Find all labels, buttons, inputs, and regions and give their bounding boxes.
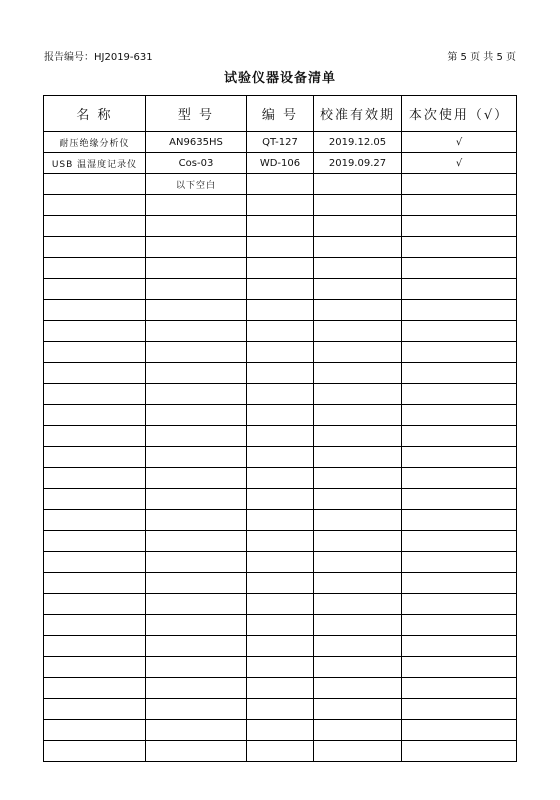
table-header-row bbox=[44, 96, 517, 132]
empty-cell bbox=[402, 195, 517, 216]
empty-cell bbox=[247, 279, 314, 300]
cell-name: 耐压绝缘分析仪 bbox=[44, 132, 146, 153]
empty-cell bbox=[146, 195, 247, 216]
column-header-serial: 编 号 bbox=[247, 96, 314, 132]
table-row-empty bbox=[44, 216, 517, 237]
empty-cell bbox=[314, 720, 402, 741]
table-row-empty bbox=[44, 573, 517, 594]
empty-cell bbox=[146, 489, 247, 510]
empty-cell bbox=[146, 615, 247, 636]
empty-cell bbox=[314, 573, 402, 594]
empty-cell bbox=[247, 531, 314, 552]
column-header-model: 型 号 bbox=[146, 96, 247, 132]
empty-cell bbox=[44, 405, 146, 426]
empty-cell bbox=[314, 447, 402, 468]
empty-cell bbox=[146, 363, 247, 384]
empty-cell bbox=[146, 237, 247, 258]
empty-cell bbox=[44, 594, 146, 615]
cell-calibration: 2019.09.27 bbox=[314, 153, 402, 174]
empty-cell bbox=[247, 657, 314, 678]
cell-model-blank-note: 以下空白 bbox=[146, 174, 247, 195]
table-row-empty bbox=[44, 279, 517, 300]
empty-cell bbox=[44, 615, 146, 636]
empty-cell bbox=[146, 426, 247, 447]
empty-cell bbox=[402, 489, 517, 510]
empty-cell bbox=[247, 699, 314, 720]
empty-cell bbox=[247, 573, 314, 594]
cell-name: USB 温湿度记录仪 bbox=[44, 153, 146, 174]
empty-cell bbox=[247, 468, 314, 489]
table-row-empty bbox=[44, 384, 517, 405]
empty-cell bbox=[402, 573, 517, 594]
table-row bbox=[44, 153, 517, 174]
empty-cell bbox=[314, 237, 402, 258]
empty-cell bbox=[247, 342, 314, 363]
table-row-empty bbox=[44, 720, 517, 741]
empty-cell bbox=[314, 195, 402, 216]
empty-cell bbox=[314, 594, 402, 615]
empty-cell bbox=[402, 342, 517, 363]
empty-cell bbox=[402, 300, 517, 321]
empty-cell bbox=[146, 510, 247, 531]
table-row-empty bbox=[44, 615, 517, 636]
empty-cell bbox=[247, 678, 314, 699]
empty-cell bbox=[247, 636, 314, 657]
empty-cell bbox=[247, 321, 314, 342]
empty-cell bbox=[402, 258, 517, 279]
empty-cell bbox=[314, 741, 402, 762]
empty-cell bbox=[146, 216, 247, 237]
page-indicator: 第 5 页 共 5 页 bbox=[447, 52, 516, 63]
empty-cell bbox=[314, 258, 402, 279]
empty-cell bbox=[146, 258, 247, 279]
empty-cell bbox=[314, 552, 402, 573]
empty-cell bbox=[146, 300, 247, 321]
empty-cell bbox=[44, 531, 146, 552]
empty-cell bbox=[44, 489, 146, 510]
empty-cell bbox=[402, 615, 517, 636]
empty-cell bbox=[146, 636, 247, 657]
empty-cell bbox=[314, 342, 402, 363]
column-header-calibration: 校准有效期 bbox=[314, 96, 402, 132]
table-row-empty bbox=[44, 195, 517, 216]
empty-cell bbox=[402, 531, 517, 552]
empty-cell bbox=[314, 657, 402, 678]
empty-cell bbox=[44, 741, 146, 762]
cell-used-check: √ bbox=[402, 132, 517, 153]
empty-cell bbox=[314, 426, 402, 447]
empty-cell bbox=[402, 594, 517, 615]
cell-name bbox=[44, 174, 146, 195]
empty-cell bbox=[314, 699, 402, 720]
table-row-empty bbox=[44, 657, 517, 678]
empty-cell bbox=[314, 636, 402, 657]
table-row-empty bbox=[44, 489, 517, 510]
empty-cell bbox=[44, 699, 146, 720]
empty-cell bbox=[402, 321, 517, 342]
cell-model: AN9635HS bbox=[146, 132, 247, 153]
empty-cell bbox=[247, 447, 314, 468]
cell-serial: QT-127 bbox=[247, 132, 314, 153]
empty-cell bbox=[247, 237, 314, 258]
empty-cell bbox=[44, 279, 146, 300]
table-row-empty bbox=[44, 552, 517, 573]
empty-cell bbox=[402, 720, 517, 741]
empty-cell bbox=[247, 552, 314, 573]
empty-cell bbox=[44, 195, 146, 216]
table-row bbox=[44, 174, 517, 195]
empty-cell bbox=[44, 447, 146, 468]
cell-serial: WD-106 bbox=[247, 153, 314, 174]
empty-cell bbox=[314, 468, 402, 489]
empty-cell bbox=[44, 321, 146, 342]
empty-cell bbox=[314, 279, 402, 300]
report-number: 报告编号：HJ2019-631 bbox=[44, 52, 153, 63]
table-row-empty bbox=[44, 300, 517, 321]
cell-used-check: √ bbox=[402, 153, 517, 174]
empty-cell bbox=[146, 384, 247, 405]
empty-cell bbox=[314, 531, 402, 552]
empty-cell bbox=[146, 468, 247, 489]
table-row-empty bbox=[44, 321, 517, 342]
empty-cell bbox=[247, 510, 314, 531]
empty-cell bbox=[247, 363, 314, 384]
table-row-empty bbox=[44, 342, 517, 363]
empty-cell bbox=[402, 510, 517, 531]
empty-cell bbox=[247, 720, 314, 741]
empty-cell bbox=[402, 279, 517, 300]
empty-cell bbox=[314, 510, 402, 531]
empty-cell bbox=[44, 678, 146, 699]
empty-cell bbox=[314, 321, 402, 342]
empty-cell bbox=[44, 216, 146, 237]
empty-cell bbox=[402, 237, 517, 258]
empty-cell bbox=[44, 720, 146, 741]
empty-cell bbox=[402, 699, 517, 720]
empty-cell bbox=[146, 573, 247, 594]
equipment-table bbox=[43, 95, 517, 762]
empty-cell bbox=[247, 615, 314, 636]
empty-cell bbox=[44, 468, 146, 489]
empty-cell bbox=[314, 405, 402, 426]
empty-cell bbox=[146, 720, 247, 741]
table-row-empty bbox=[44, 636, 517, 657]
empty-cell bbox=[314, 615, 402, 636]
cell-calibration: 2019.12.05 bbox=[314, 132, 402, 153]
table-row-empty bbox=[44, 426, 517, 447]
table-row-empty bbox=[44, 531, 517, 552]
empty-cell bbox=[44, 573, 146, 594]
empty-cell bbox=[314, 678, 402, 699]
empty-cell bbox=[402, 216, 517, 237]
empty-cell bbox=[44, 342, 146, 363]
empty-cell bbox=[314, 300, 402, 321]
empty-cell bbox=[247, 216, 314, 237]
empty-cell bbox=[44, 510, 146, 531]
table-row-empty bbox=[44, 468, 517, 489]
table-row-empty bbox=[44, 594, 517, 615]
empty-cell bbox=[44, 237, 146, 258]
empty-cell bbox=[402, 468, 517, 489]
column-header-used: 本次使用（√） bbox=[402, 96, 517, 132]
empty-cell bbox=[146, 741, 247, 762]
empty-cell bbox=[146, 447, 247, 468]
empty-cell bbox=[402, 552, 517, 573]
empty-cell bbox=[44, 657, 146, 678]
document-title: 试验仪器设备清单 bbox=[223, 71, 336, 86]
table-row-empty bbox=[44, 363, 517, 384]
empty-cell bbox=[247, 300, 314, 321]
empty-cell bbox=[247, 384, 314, 405]
empty-cell bbox=[247, 426, 314, 447]
empty-cell bbox=[44, 384, 146, 405]
empty-cell bbox=[314, 216, 402, 237]
empty-cell bbox=[146, 279, 247, 300]
empty-cell bbox=[402, 636, 517, 657]
empty-cell bbox=[247, 405, 314, 426]
empty-cell bbox=[314, 489, 402, 510]
empty-cell bbox=[402, 657, 517, 678]
table-row-empty bbox=[44, 699, 517, 720]
empty-cell bbox=[247, 195, 314, 216]
table-row-empty bbox=[44, 258, 517, 279]
empty-cell bbox=[44, 258, 146, 279]
empty-cell bbox=[146, 405, 247, 426]
empty-cell bbox=[314, 384, 402, 405]
empty-cell bbox=[247, 741, 314, 762]
empty-cell bbox=[402, 363, 517, 384]
empty-cell bbox=[402, 741, 517, 762]
empty-cell bbox=[44, 636, 146, 657]
empty-cell bbox=[146, 342, 247, 363]
empty-cell bbox=[402, 384, 517, 405]
empty-cell bbox=[402, 405, 517, 426]
column-header-name: 名 称 bbox=[44, 96, 146, 132]
empty-cell bbox=[402, 678, 517, 699]
empty-cell bbox=[247, 489, 314, 510]
empty-cell bbox=[44, 300, 146, 321]
empty-cell bbox=[247, 258, 314, 279]
table-row-empty bbox=[44, 237, 517, 258]
cell-serial bbox=[247, 174, 314, 195]
cell-calibration bbox=[314, 174, 402, 195]
table-row bbox=[44, 132, 517, 153]
empty-cell bbox=[146, 594, 247, 615]
empty-cell bbox=[146, 657, 247, 678]
table-row-empty bbox=[44, 405, 517, 426]
empty-cell bbox=[402, 426, 517, 447]
empty-cell bbox=[146, 531, 247, 552]
empty-cell bbox=[146, 552, 247, 573]
empty-cell bbox=[146, 678, 247, 699]
table-row-empty bbox=[44, 741, 517, 762]
empty-cell bbox=[146, 321, 247, 342]
empty-cell bbox=[247, 594, 314, 615]
empty-cell bbox=[314, 363, 402, 384]
cell-used-check bbox=[402, 174, 517, 195]
table-row-empty bbox=[44, 678, 517, 699]
empty-cell bbox=[44, 552, 146, 573]
empty-cell bbox=[44, 426, 146, 447]
table-row-empty bbox=[44, 447, 517, 468]
cell-model: Cos-03 bbox=[146, 153, 247, 174]
table-row-empty bbox=[44, 510, 517, 531]
empty-cell bbox=[402, 447, 517, 468]
empty-cell bbox=[44, 363, 146, 384]
empty-cell bbox=[146, 699, 247, 720]
